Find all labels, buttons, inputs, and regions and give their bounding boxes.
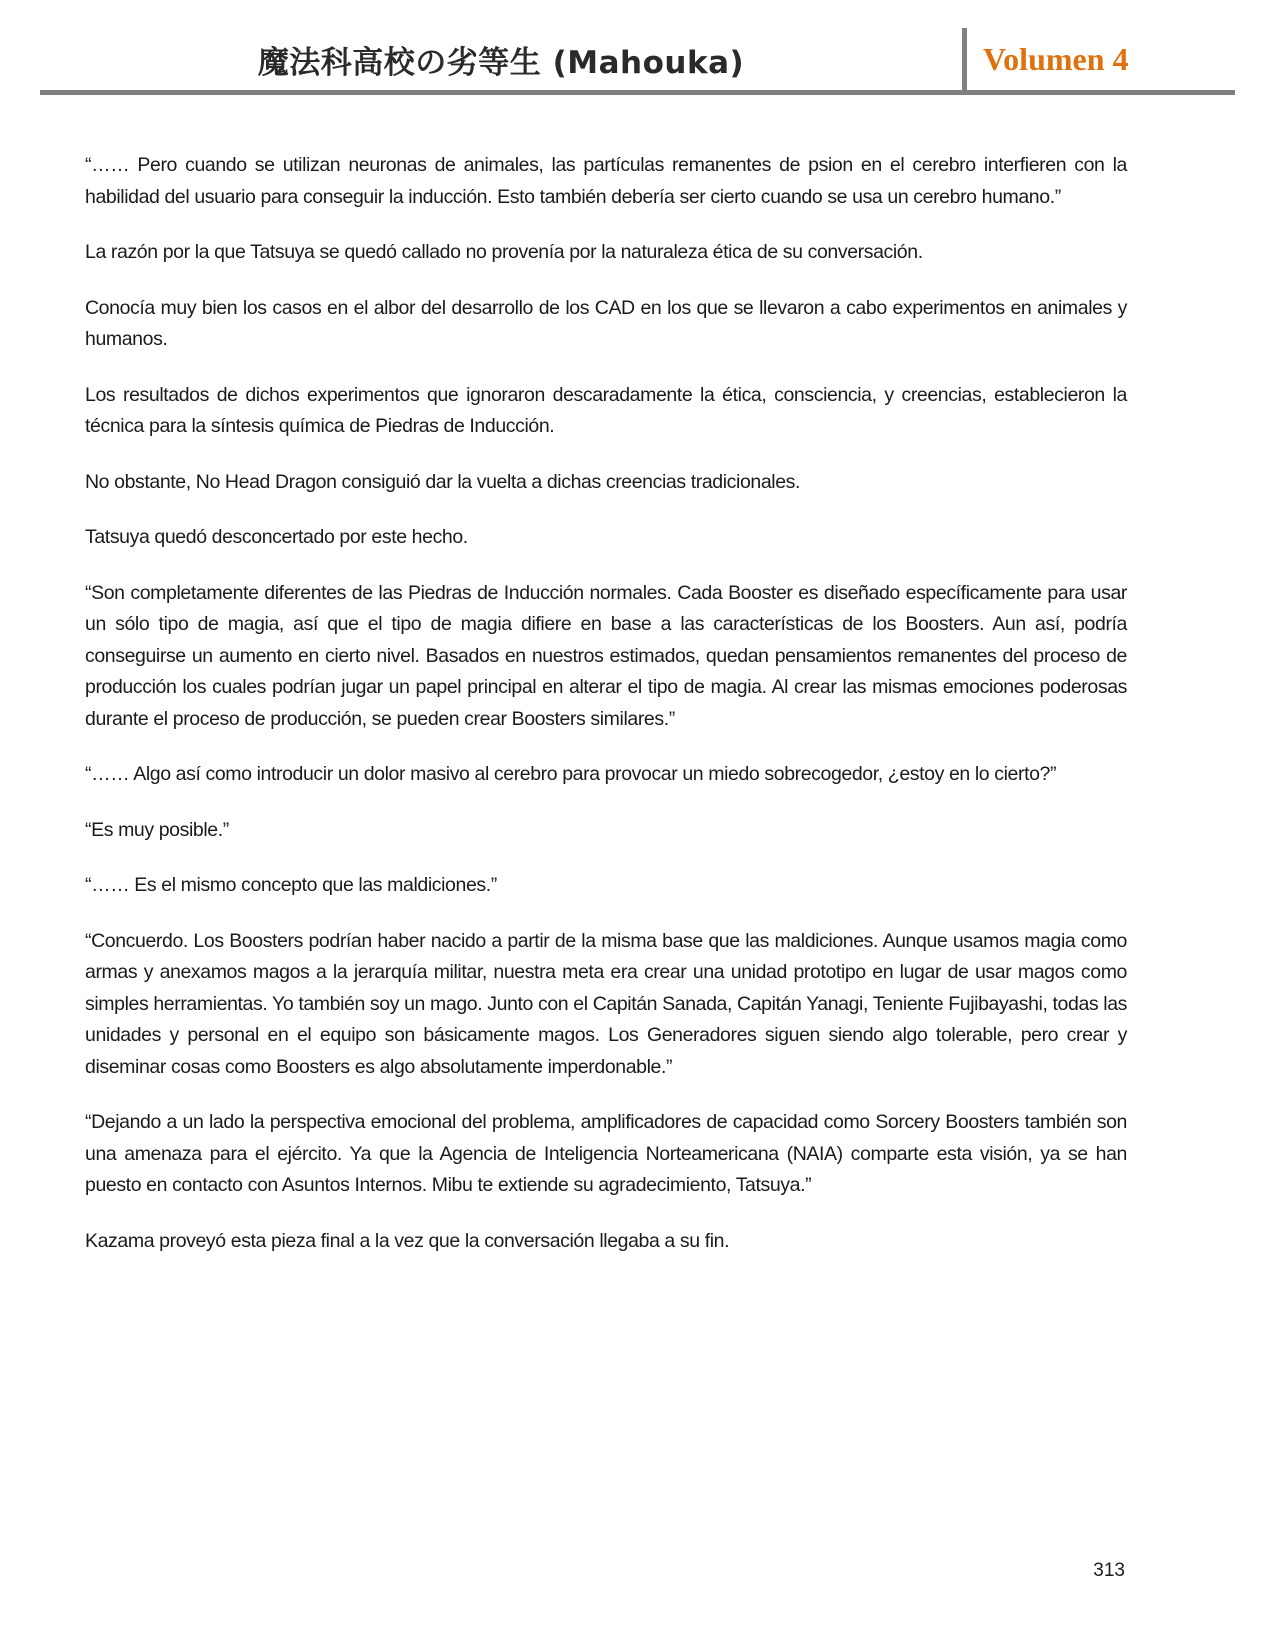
paragraph: “Concuerdo. Los Boosters podrían haber nacido a partir de la misma base que las maldiciones. Aunque usamos magia como armas y anexamos magos a la jerarquía militar, nuestra meta era crear una unidad prototipo en lugar de usar magos como simples herramientas. Yo también soy un mago. Junto con el Capitán Sanada, Capitán Yanagi, Teniente Fujibayashi, todas las unidades y personal en el equipo son básicamente magos. Los Generadores siguen siendo algo tolerable, pero crear y diseminar cosas como Boosters es algo absolutamente imperdonable.”	[85, 929, 1127, 1078]
paragraph: “…… Es el mismo concepto que las maldiciones.”	[85, 874, 497, 896]
paragraph: “Son completamente diferentes de las Piedras de Inducción normales. Cada Booster es diseñado específicamente para usar un sólo tipo de magia, así que el tipo de magia difiere en base a las características de los Boosters. Aun así, podría conseguirse un aumento en cierto nivel. Basados en nuestros estimados, quedan pensamientos remanentes del proceso de producción los cuales podrían jugar un papel principal en alterar el tipo de magia. Al crear las mismas emociones poderosas durante el proceso de producción, se pueden crear Boosters similares.”	[85, 581, 1127, 730]
paragraph: “Es muy posible.”	[85, 818, 229, 841]
paragraph: No obstante, No Head Dragon consiguió dar la vuelta a dichas creencias tradicionales.	[85, 470, 801, 493]
page-body	[0, 95, 1275, 1257]
page-number: 313	[1093, 1560, 1125, 1581]
paragraph: “…… Algo así como introducir un dolor masivo al cerebro para provocar un miedo sobrecogedor, ¿estoy en lo cierto?”	[85, 763, 1057, 785]
page-header	[40, 28, 1235, 95]
paragraph: Kazama proveyó esta pieza final a la vez que la conversación llegaba a su fin.	[85, 1229, 730, 1252]
paragraph: Los resultados de dichos experimentos que ignoraron descaradamente la ética, consciencia, y creencias, establecieron la técnica para la síntesis química de Piedras de Inducción.	[85, 383, 1127, 437]
paragraph: “Dejando a un lado la perspectiva emocional del problema, amplificadores de capacidad como Sorcery Boosters también son una amenaza para el ejército. Ya que la Agencia de Inteligencia Norteamericana (NAIA) comparte esta visión, ya se han puesto en contacto con Asuntos Internos. Mibu te extiende su agradecimiento, Tatsuya.”	[85, 1111, 1127, 1196]
paragraph: La razón por la que Tatsuya se quedó callado no provenía por la naturaleza ética de su conversación.	[85, 241, 923, 263]
paragraph: Conocía muy bien los casos en el albor del desarrollo de los CAD en los que se llevaron a cabo experimentos en animales y humanos.	[85, 296, 1127, 350]
paragraph: “…… Pero cuando se utilizan neuronas de animales, las partículas remanentes de psion en el cerebro interfieren con la habilidad del usuario para conseguir la inducción. Esto también debería ser cierto cuando se usa un cerebro humano.”	[85, 154, 1127, 208]
paragraph: Tatsuya quedó desconcertado por este hecho.	[85, 526, 468, 548]
page-header-row	[40, 28, 1235, 90]
volume-label: Volumen 4	[983, 40, 1129, 77]
series-title: 魔法科高校の劣等生 (Mahouka)	[257, 44, 745, 81]
